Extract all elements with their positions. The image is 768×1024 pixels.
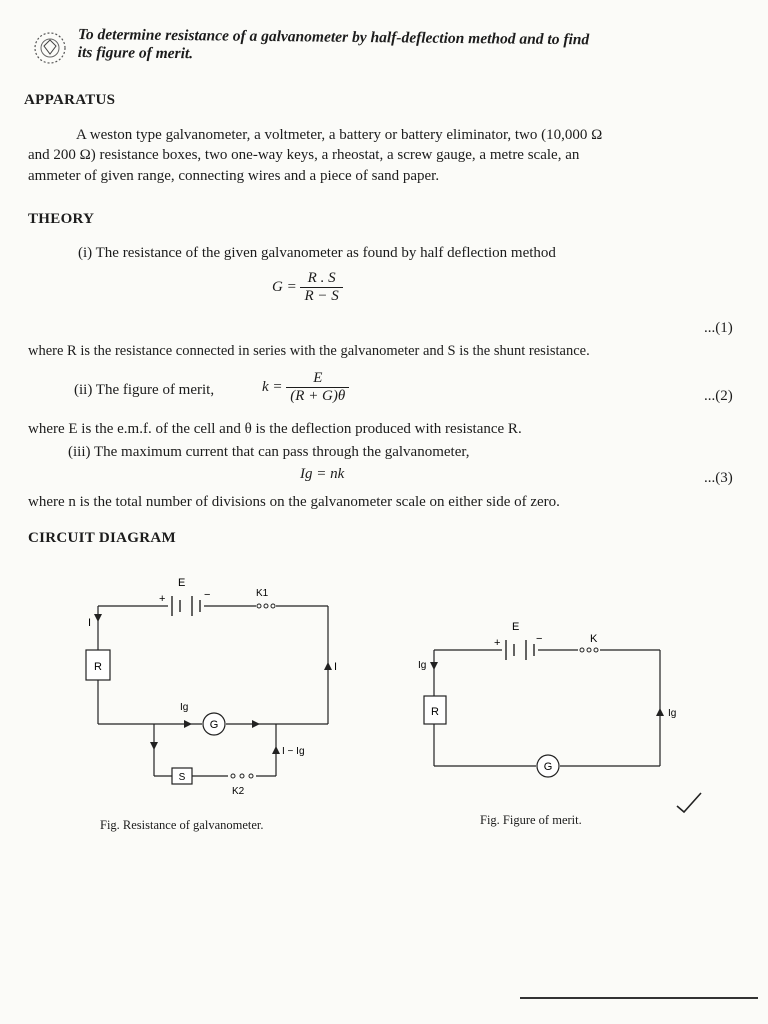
eq1-denominator: R − S bbox=[304, 288, 339, 304]
fig2-label-minus: − bbox=[536, 633, 543, 645]
fig1-battery bbox=[172, 596, 200, 616]
eq2-denominator: (R + G)θ bbox=[290, 388, 346, 404]
fig2-label-g: G bbox=[543, 761, 553, 773]
fig2-key-k bbox=[580, 648, 598, 652]
fig2-label-k: K bbox=[590, 633, 598, 645]
experiment-title bbox=[78, 26, 758, 69]
theory-where-3: where n is the total number of divisions on the galvanometer scale on either side of zero. bbox=[28, 494, 560, 510]
fig1-key-k2 bbox=[231, 774, 253, 778]
fig1-key-k1 bbox=[257, 604, 275, 608]
fig1-label-e: E bbox=[178, 577, 186, 589]
footer-rule bbox=[520, 997, 758, 999]
fig1-label-i-left: I bbox=[88, 617, 92, 629]
figure-1-circuit bbox=[80, 570, 360, 805]
apparatus-heading: APPARATUS bbox=[24, 92, 116, 108]
fig2-label-ig-right: Ig bbox=[668, 708, 677, 719]
fig2-battery bbox=[506, 640, 534, 660]
title-line-2: its figure of merit. bbox=[77, 43, 194, 63]
apparatus-line-3: ammeter of given range, connecting wires and a piece of sand paper. bbox=[28, 168, 440, 184]
theory-item-1: (i) The resistance of the given galvanometer as found by half deflection method bbox=[78, 245, 556, 261]
equation-2-tag: ...(2) bbox=[704, 388, 733, 404]
title-line-1: To determine resistance of a galvanometer by half-deflection method and to find bbox=[77, 26, 590, 49]
fig2-label-ig-left: Ig bbox=[418, 660, 427, 671]
fig1-label-r: R bbox=[94, 661, 102, 673]
fig1-label-ig: Ig bbox=[180, 702, 189, 713]
fig2-current-arrows bbox=[430, 662, 664, 716]
fig2-label-r: R bbox=[431, 706, 439, 718]
figure-2-caption: Fig. Figure of merit. bbox=[480, 813, 582, 827]
eq2-numerator: E bbox=[286, 370, 349, 388]
fig1-label-s: S bbox=[178, 772, 186, 783]
checkmark-icon bbox=[674, 790, 704, 816]
equation-2 bbox=[262, 370, 349, 405]
eq1-numerator: R . S bbox=[300, 270, 342, 288]
theory-item-2-label: (ii) The figure of merit, bbox=[74, 382, 215, 398]
institution-logo bbox=[30, 28, 74, 72]
eq2-fraction bbox=[286, 370, 349, 405]
theory-heading: THEORY bbox=[28, 211, 95, 227]
fig2-label-e: E bbox=[512, 621, 520, 633]
theory-item-3: (iii) The maximum current that can pass through the galvanometer, bbox=[68, 444, 470, 460]
fig1-label-minus: − bbox=[204, 589, 211, 601]
fig1-label-plus: + bbox=[159, 593, 166, 605]
eq1-fraction bbox=[300, 270, 342, 305]
fig1-label-k1: K1 bbox=[256, 588, 269, 599]
fig1-label-k2: K2 bbox=[232, 786, 245, 797]
apparatus-line-2: and 200 Ω) resistance boxes, two one-way keys, a rheostat, a screw gauge, a metre scale, an bbox=[28, 147, 580, 163]
eq1-lhs: G = bbox=[272, 278, 297, 295]
equation-1 bbox=[272, 270, 343, 305]
theory-where-1: where R is the resistance connected in series with the galvanometer and S is the shunt resistance. bbox=[28, 343, 590, 359]
equation-3-tag: ...(3) bbox=[704, 470, 733, 486]
apparatus-line-1: A weston type galvanometer, a voltmeter, a battery or battery eliminator, two (10,000 Ω bbox=[76, 127, 603, 143]
theory-where-2: where E is the e.m.f. of the cell and θ is the deflection produced with resistance R. bbox=[28, 421, 522, 437]
equation-3: Ig = nk bbox=[300, 466, 345, 482]
fig1-label-i-right: I bbox=[334, 661, 338, 673]
fig1-label-i-minus-ig: I − Ig bbox=[282, 746, 305, 757]
fig1-label-g: G bbox=[209, 719, 219, 731]
circuit-heading: CIRCUIT DIAGRAM bbox=[28, 530, 176, 546]
eq2-lhs: k = bbox=[262, 378, 283, 395]
equation-1-tag: ...(1) bbox=[704, 320, 733, 336]
figure-2-circuit bbox=[410, 618, 680, 788]
figure-1-caption: Fig. Resistance of galvanometer. bbox=[100, 818, 264, 832]
fig2-label-plus: + bbox=[494, 637, 501, 649]
